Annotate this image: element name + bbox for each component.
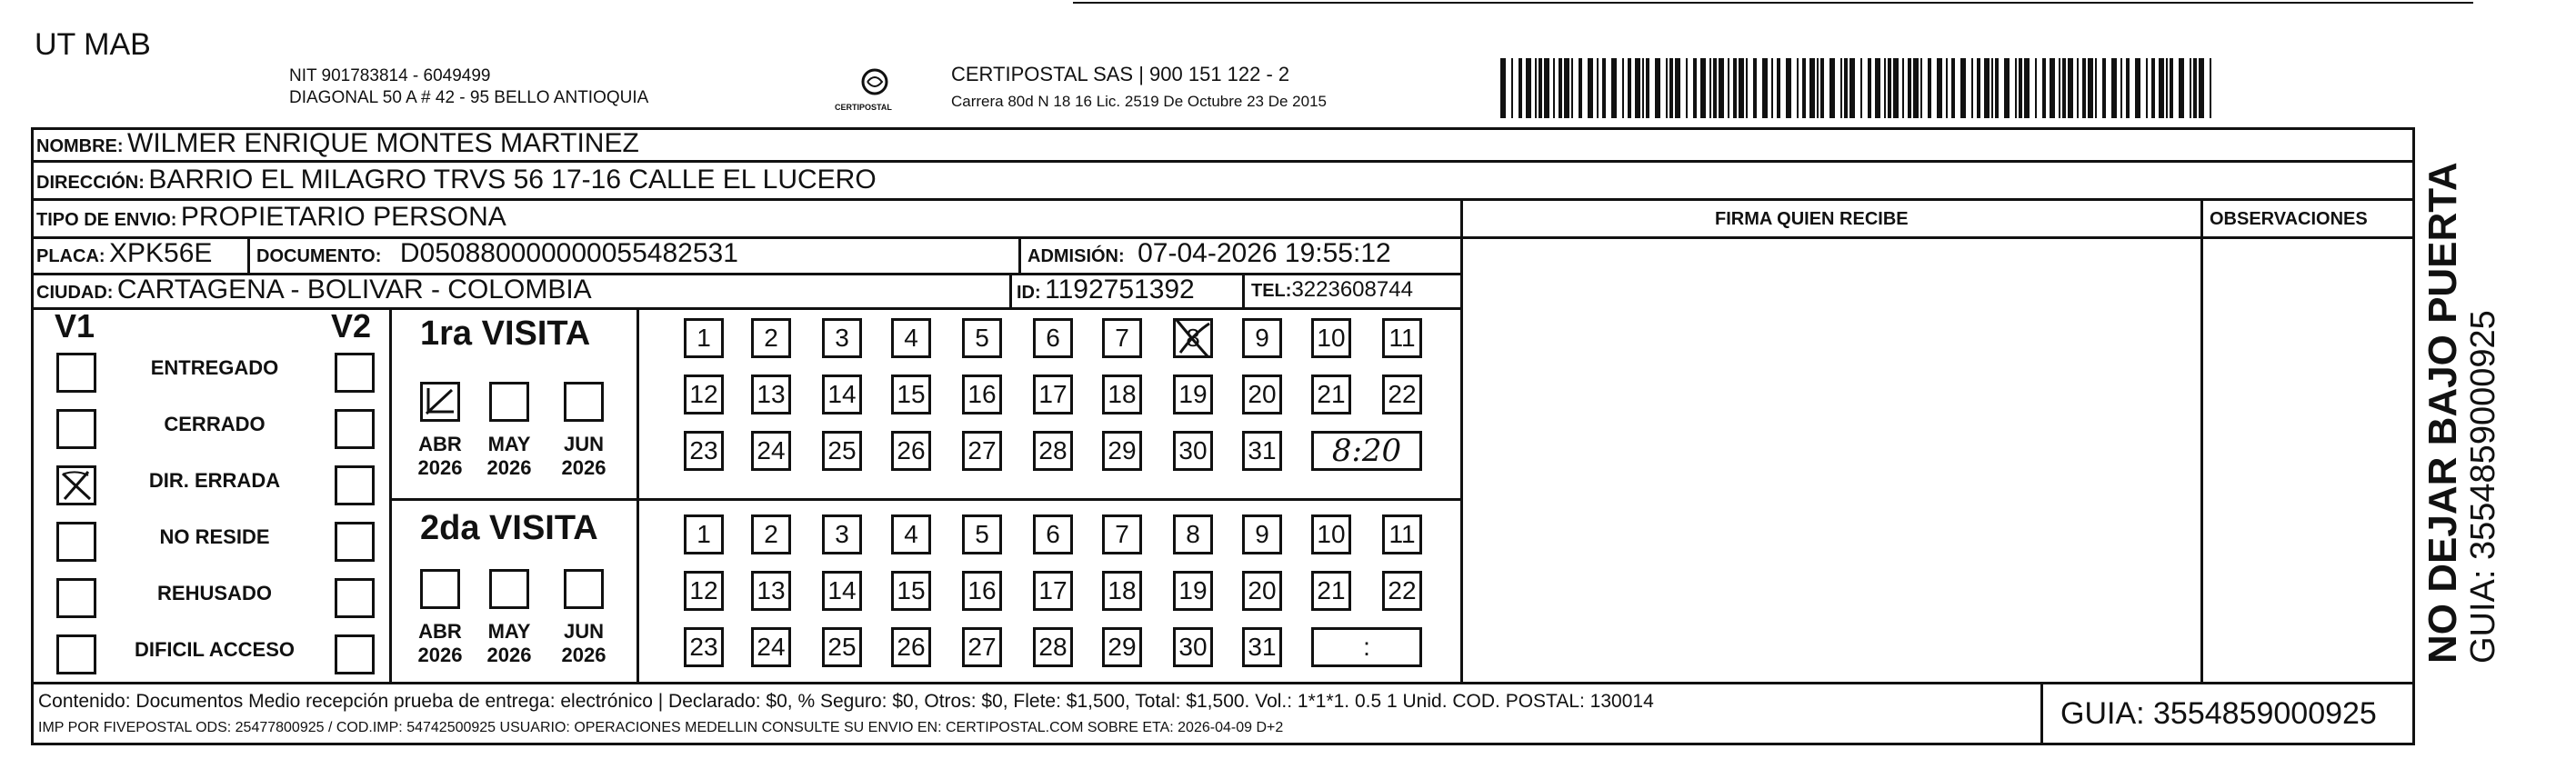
col-line <box>247 236 250 273</box>
row-line <box>31 160 2415 163</box>
barcode-bar <box>1820 58 1824 118</box>
barcode-bar <box>1902 58 1904 118</box>
barcode-bar <box>1571 58 1573 118</box>
barcode-bar <box>2042 58 2046 118</box>
day-checkbox[interactable]: 23 <box>684 431 724 471</box>
barcode-bar <box>1526 58 1531 118</box>
status-label: CERRADO <box>164 413 266 435</box>
placa-row <box>36 238 212 269</box>
col-line <box>1460 198 1463 682</box>
month-year: 2026 <box>486 456 532 479</box>
footer-imp: IMP POR FIVEPOSTAL ODS: 25477800925 / COD.IMP: 54742500925 USUARIO: OPERACIONES MEDELLIN CONSULTE SU ENVIO EN: CERTIPOSTAL.COM SOBRE ETA: 2026-04-09 D+2 <box>38 720 1284 735</box>
barcode <box>1498 58 2226 118</box>
time-field[interactable] <box>1311 431 1422 471</box>
barcode-bar <box>2190 58 2191 118</box>
barcode-bar <box>1564 58 1569 118</box>
day-checkbox[interactable]: 19 <box>1173 375 1213 414</box>
direccion-value: BARRIO EL MILAGRO TRVS 56 17-16 CALLE EL LUCERO <box>148 165 877 195</box>
documento-value: D050880000000055482531 <box>399 238 738 268</box>
day-checkbox[interactable]: 28 <box>1033 627 1073 667</box>
barcode-bar <box>2102 58 2106 118</box>
barcode-bar <box>2035 58 2037 118</box>
barcode-bar <box>1960 58 1966 118</box>
barcode-bar <box>1937 58 1942 118</box>
day-checkbox[interactable]: 4 <box>891 318 931 358</box>
barcode-bar <box>1860 58 1862 118</box>
month-year: 2026 <box>417 456 463 479</box>
day-checkbox[interactable]: 22 <box>1382 571 1422 611</box>
barcode-bar <box>1686 58 1688 118</box>
month-label <box>477 620 541 667</box>
day-checkbox[interactable]: 25 <box>822 627 862 667</box>
side-guia-text: GUIA: 3554859000925 <box>2464 310 2502 664</box>
col-line <box>1242 273 1245 307</box>
nombre-row <box>36 128 639 159</box>
barcode-bar <box>2199 58 2204 118</box>
barcode-bar <box>1669 58 1673 118</box>
barcode-bar <box>2082 58 2086 118</box>
day-checkbox[interactable]: 10 <box>1311 318 1351 358</box>
barcode-bar <box>1777 58 1780 118</box>
day-checkbox[interactable]: 21 <box>1311 375 1351 414</box>
status-label: NO RESIDE <box>159 525 270 548</box>
barcode-bar <box>1602 58 1606 118</box>
day-checkbox[interactable]: 31 <box>1242 431 1282 471</box>
day-checkbox[interactable]: 5 <box>962 514 1002 554</box>
day-checkbox[interactable]: 25 <box>822 431 862 471</box>
barcode-bar <box>1977 58 1980 118</box>
barcode-bar <box>1928 58 1931 118</box>
barcode-bar <box>1951 58 1955 118</box>
barcode-bar <box>2170 58 2173 118</box>
admision-label: ADMISIÓN: <box>1027 246 1125 266</box>
col-line <box>2040 682 2043 745</box>
month-label <box>552 433 616 480</box>
month-checkbox[interactable] <box>564 569 604 609</box>
day-checkbox[interactable]: 1 <box>684 318 724 358</box>
barcode-bar <box>1511 58 1513 118</box>
nombre-value: WILMER ENRIQUE MONTES MARTINEZ <box>127 128 639 158</box>
day-checkbox[interactable]: 14 <box>822 571 862 611</box>
day-checkbox[interactable]: 8 <box>1173 514 1213 554</box>
month-checkbox[interactable] <box>489 569 529 609</box>
tel-label: TEL: <box>1251 281 1292 301</box>
address-line: DIAGONAL 50 A # 42 - 95 BELLO ANTIOQUIA <box>289 88 649 107</box>
v1-header: V1 <box>55 307 95 345</box>
v1-checkbox[interactable] <box>56 578 96 618</box>
month-name: ABR <box>418 620 462 643</box>
row-line <box>389 498 1463 501</box>
month-year: 2026 <box>561 456 606 479</box>
admision-value: 07-04-2026 19:55:12 <box>1138 238 1391 268</box>
id-label: ID: <box>1017 283 1041 303</box>
status-label: ENTREGADO <box>150 356 279 379</box>
col-line <box>2200 198 2203 682</box>
day-checkbox[interactable]: 12 <box>684 571 724 611</box>
v1-checkbox[interactable] <box>56 522 96 562</box>
barcode-bar <box>1849 58 1855 118</box>
month-name: ABR <box>418 433 462 455</box>
firma-header: FIRMA QUIEN RECIBE <box>1715 209 1909 229</box>
day-checkbox[interactable]: 15 <box>891 571 931 611</box>
logo-caption: CERTIPOSTAL <box>835 103 892 112</box>
barcode-bar <box>2151 58 2155 118</box>
barcode-bar <box>1544 58 1549 118</box>
month-checkbox[interactable] <box>564 382 604 422</box>
direccion-row <box>36 165 877 195</box>
barcode-bar <box>1920 58 1922 118</box>
month-name: MAY <box>487 620 531 643</box>
barcode-bar <box>1519 58 1522 118</box>
barcode-bar <box>1655 58 1660 118</box>
barcode-bar <box>1539 58 1542 118</box>
barcode-bar <box>1946 58 1948 118</box>
barcode-bar <box>1844 58 1848 118</box>
second-visit-title: 2da VISITA <box>420 509 598 547</box>
barcode-bar <box>1675 58 1680 118</box>
month-label <box>408 620 472 667</box>
day-checkbox[interactable]: 28 <box>1033 431 1073 471</box>
status-label: DIR. ERRADA <box>148 469 281 492</box>
admision-row <box>1027 238 1391 269</box>
day-checkbox[interactable]: 16 <box>962 571 1002 611</box>
status-label: DIFICIL ACCESO <box>134 638 295 661</box>
day-checkbox[interactable]: 18 <box>1102 375 1142 414</box>
barcode-bar <box>1666 58 1668 118</box>
barcode-bar <box>2095 58 2097 118</box>
tipo-value: PROPIETARIO PERSONA <box>180 202 506 232</box>
time-field[interactable] <box>1311 627 1422 667</box>
day-checkbox[interactable]: 9 <box>1242 318 1282 358</box>
barcode-bar <box>1762 58 1768 118</box>
barcode-bar <box>1611 58 1617 118</box>
day-checkbox[interactable]: 26 <box>891 627 931 667</box>
barcode-bar <box>1719 58 1724 118</box>
barcode-bar <box>2210 58 2211 118</box>
day-checkbox[interactable]: 27 <box>962 627 1002 667</box>
day-checkbox[interactable]: 1 <box>684 514 724 554</box>
day-checkbox[interactable]: 21 <box>1311 571 1351 611</box>
day-checkbox[interactable]: 20 <box>1242 571 1282 611</box>
barcode-bar <box>1646 58 1649 118</box>
col-line <box>636 307 639 682</box>
top-rule <box>1073 2 2473 4</box>
id-row <box>1017 275 1195 305</box>
day-checkbox[interactable]: 13 <box>751 571 791 611</box>
company-name: UT MAB <box>35 27 151 62</box>
barcode-bar <box>1884 58 1886 118</box>
day-checkbox[interactable]: 14 <box>822 375 862 414</box>
barcode-bar <box>1753 58 1757 118</box>
day-checkbox[interactable]: 18 <box>1102 571 1142 611</box>
barcode-bar <box>2088 58 2093 118</box>
barcode-bar <box>1913 58 1919 118</box>
day-checkbox[interactable]: 29 <box>1102 431 1142 471</box>
barcode-bar <box>1888 58 1891 118</box>
barcode-bar <box>1868 58 1871 118</box>
ciudad-row <box>36 275 592 305</box>
barcode-bar <box>1597 58 1599 118</box>
day-checkbox[interactable]: 7 <box>1102 514 1142 554</box>
barcode-bar <box>1559 58 1562 118</box>
barcode-bar <box>1829 58 1835 118</box>
month-checkbox[interactable] <box>420 382 460 422</box>
barcode-bar <box>1700 58 1706 118</box>
id-value: 1192751392 <box>1045 275 1195 305</box>
barcode-bar <box>2193 58 2197 118</box>
placa-value: XPK56E <box>109 238 213 268</box>
month-checkbox[interactable] <box>420 569 460 609</box>
barcode-bar <box>1984 58 1990 118</box>
day-number: 8 <box>1186 324 1200 353</box>
barcode-bar <box>2135 58 2140 118</box>
barcode-bar <box>2015 58 2017 118</box>
v2-checkbox[interactable] <box>335 353 375 393</box>
barcode-bar <box>1635 58 1640 118</box>
barcode-bar <box>2068 58 2073 118</box>
barcode-bar <box>1840 58 1842 118</box>
tel-row <box>1251 277 1413 303</box>
month-label <box>477 433 541 480</box>
footer-guia: GUIA: 3554859000925 <box>2060 696 2377 731</box>
v1-checkbox[interactable] <box>56 634 96 674</box>
documento-row <box>256 238 738 269</box>
barcode-bar <box>1588 58 1593 118</box>
day-checkbox[interactable] <box>1173 318 1213 358</box>
month-year: 2026 <box>417 644 463 666</box>
tipo-label: TIPO DE ENVIO: <box>36 210 177 230</box>
v1-checkbox[interactable] <box>56 465 96 505</box>
v2-checkbox[interactable] <box>335 522 375 562</box>
day-checkbox[interactable]: 27 <box>962 431 1002 471</box>
barcode-bar <box>1709 58 1711 118</box>
barcode-bar <box>2059 58 2060 118</box>
barcode-bar <box>2179 58 2184 118</box>
day-checkbox[interactable]: 11 <box>1382 514 1422 554</box>
barcode-bar <box>2166 58 2168 118</box>
certipostal-logo <box>855 65 895 105</box>
ciudad-value: CARTAGENA - BOLIVAR - COLOMBIA <box>116 275 592 305</box>
day-checkbox[interactable]: 3 <box>822 514 862 554</box>
certipostal-line: CERTIPOSTAL SAS | 900 151 122 - 2 <box>951 63 1290 85</box>
day-checkbox[interactable]: 10 <box>1311 514 1351 554</box>
barcode-bar <box>1713 58 1717 118</box>
v1-checkbox[interactable] <box>56 353 96 393</box>
day-checkbox[interactable]: 6 <box>1033 514 1073 554</box>
col-line <box>1009 273 1012 307</box>
barcode-bar <box>2077 58 2079 118</box>
day-checkbox[interactable]: 30 <box>1173 627 1213 667</box>
barcode-bar <box>1971 58 1973 118</box>
barcode-bar <box>2062 58 2066 118</box>
row-line <box>31 307 1463 310</box>
day-checkbox[interactable]: 22 <box>1382 375 1422 414</box>
month-year: 2026 <box>561 644 606 666</box>
barcode-bar <box>1875 58 1880 118</box>
barcode-bar <box>2050 58 2055 118</box>
day-checkbox[interactable]: 7 <box>1102 318 1142 358</box>
day-checkbox[interactable]: 17 <box>1033 571 1073 611</box>
day-checkbox[interactable]: 5 <box>962 318 1002 358</box>
barcode-bar <box>2146 58 2148 118</box>
barcode-bar <box>1693 58 1697 118</box>
barcode-bar <box>1642 58 1644 118</box>
barcode-bar <box>1809 58 1815 118</box>
nombre-label: NOMBRE: <box>36 136 124 156</box>
barcode-bar <box>1728 58 1729 118</box>
barcode-bar <box>2111 58 2117 118</box>
day-checkbox[interactable]: 15 <box>891 375 931 414</box>
tipo-row <box>36 202 506 233</box>
col-line <box>1018 236 1021 273</box>
day-checkbox[interactable]: 6 <box>1033 318 1073 358</box>
day-checkbox[interactable]: 2 <box>751 318 791 358</box>
side-text <box>2422 155 2502 664</box>
barcode-bar <box>1771 58 1773 118</box>
barcode-bar <box>1535 58 1537 118</box>
placa-label: PLACA: <box>36 246 105 266</box>
barcode-bar <box>1908 58 1911 118</box>
barcode-bar <box>1797 58 1799 118</box>
day-checkbox[interactable]: 23 <box>684 627 724 667</box>
row-line <box>31 198 2415 201</box>
v1-checkbox[interactable] <box>56 409 96 449</box>
day-checkbox[interactable]: 26 <box>891 431 931 471</box>
v2-checkbox[interactable] <box>335 634 375 674</box>
day-checkbox[interactable]: 17 <box>1033 375 1073 414</box>
barcode-bar <box>1500 58 1506 118</box>
barcode-bar <box>1622 58 1624 118</box>
nit-line: NIT 901783814 - 6049499 <box>289 66 491 85</box>
documento-label: DOCUMENTO: <box>256 246 382 266</box>
footer-contenido: Contenido: Documentos Medio recepción prueba de entrega: electrónico | Declarado: $0, % Seguro: $0, Otros: $0, Flete: $1,500, Total: $1,500. Vol.: 1*1*1. 0.5 1 Unid. COD. POSTAL: 130014 <box>38 691 1654 712</box>
barcode-bar <box>1802 58 1806 118</box>
tel-value: 3223608744 <box>1291 277 1413 302</box>
barcode-bar <box>1893 58 1899 118</box>
barcode-bar <box>1817 58 1819 118</box>
month-name: MAY <box>487 433 531 455</box>
barcode-bar <box>2126 58 2130 118</box>
direccion-label: DIRECCIÓN: <box>36 173 145 193</box>
month-year: 2026 <box>486 644 532 666</box>
day-checkbox[interactable]: 2 <box>751 514 791 554</box>
col-line <box>389 307 392 682</box>
day-checkbox[interactable]: 24 <box>751 431 791 471</box>
v2-checkbox[interactable] <box>335 409 375 449</box>
first-visit-title: 1ra VISITA <box>420 315 591 353</box>
v2-checkbox[interactable] <box>335 578 375 618</box>
day-checkbox[interactable]: 4 <box>891 514 931 554</box>
day-checkbox[interactable]: 16 <box>962 375 1002 414</box>
observaciones-header: OBSERVACIONES <box>2210 209 2368 229</box>
day-checkbox[interactable]: 19 <box>1173 571 1213 611</box>
barcode-bar <box>1579 58 1582 118</box>
day-checkbox[interactable]: 30 <box>1173 431 1213 471</box>
barcode-bar <box>2019 58 2022 118</box>
day-checkbox[interactable]: 31 <box>1242 627 1282 667</box>
barcode-bar <box>1628 58 1631 118</box>
month-label <box>408 433 472 480</box>
barcode-bar <box>1995 58 1999 118</box>
barcode-bar <box>2024 58 2030 118</box>
month-name: JUN <box>563 620 604 643</box>
barcode-bar <box>1733 58 1737 118</box>
month-name: JUN <box>563 433 604 455</box>
barcode-bar <box>1739 58 1744 118</box>
barcode-bar <box>2004 58 2010 118</box>
barcode-bar <box>1991 58 1993 118</box>
day-checkbox[interactable]: 3 <box>822 318 862 358</box>
time-value: 8:20 <box>1331 433 1402 469</box>
row-line <box>31 682 2415 684</box>
time-value: : <box>1363 633 1370 661</box>
day-checkbox[interactable]: 29 <box>1102 627 1142 667</box>
barcode-bar <box>1553 58 1555 118</box>
status-label: REHUSADO <box>157 582 272 604</box>
month-checkbox[interactable] <box>489 382 529 422</box>
day-checkbox[interactable]: 24 <box>751 627 791 667</box>
ciudad-label: CIUDAD: <box>36 283 114 303</box>
day-checkbox[interactable]: 20 <box>1242 375 1282 414</box>
day-checkbox[interactable]: 11 <box>1382 318 1422 358</box>
barcode-bar <box>2120 58 2122 118</box>
day-checkbox[interactable]: 13 <box>751 375 791 414</box>
day-checkbox[interactable]: 12 <box>684 375 724 414</box>
day-checkbox[interactable]: 9 <box>1242 514 1282 554</box>
v2-checkbox[interactable] <box>335 465 375 505</box>
v2-header: V2 <box>331 307 372 345</box>
month-label <box>552 620 616 667</box>
barcode-bar <box>1786 58 1791 118</box>
barcode-bar <box>2159 58 2164 118</box>
no-dejar-text: NO DEJAR BAJO PUERTA <box>2421 162 2465 664</box>
license-line: Carrera 80d N 18 16 Lic. 2519 De Octubre 23 De 2015 <box>951 93 1327 110</box>
barcode-bar <box>1746 58 1748 118</box>
